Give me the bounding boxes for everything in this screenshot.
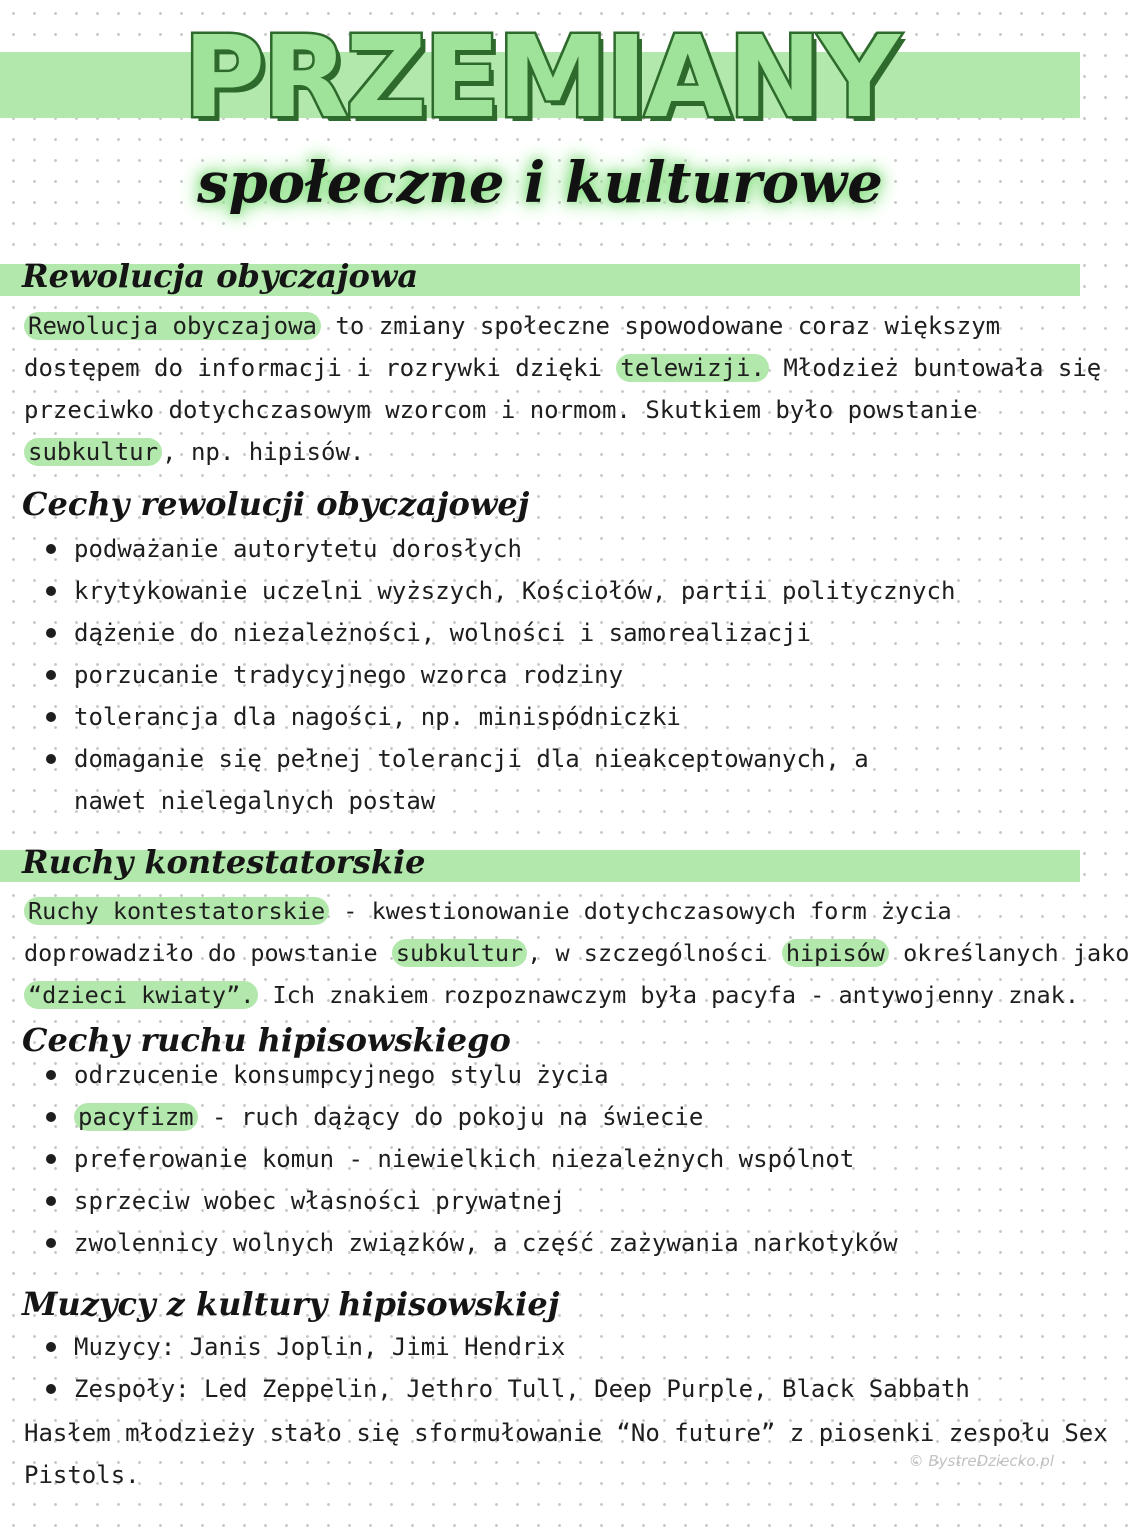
list-item: dążenie do niezależności, wolności i samorealizacji [40,612,1060,654]
watermark: © BystreDziecko.pl [908,1452,1054,1470]
highlight: subkultur [24,438,162,466]
list-item: Zespoły: Led Zeppelin, Jethro Tull, Deep Purple, Black Sabbath [40,1368,1060,1410]
list-item: Muzycy: Janis Joplin, Jimi Hendrix [40,1326,1060,1368]
section-2-paragraph: Ruchy kontestatorskie - kwestionowanie dotychczasowych form życia doprowadziło do powstanie subkultur , w szczególności hipisów określanych jako “dzieci kwiaty”. Ich znakiem rozpoznawczym była pacyfa - antywojenny znak. [24,897,1129,1009]
list-item: tolerancja dla nagości, np. minispódniczki [40,696,1060,738]
closing-paragraph: Hasłem młodzieży stało się sformułowanie “No future” z piosenki zespołu Sex Pistols. [24,1419,1108,1489]
highlight: subkultur [392,939,527,967]
page-subtitle: społeczne i kulturowe [197,150,883,216]
list-item: podważanie autorytetu dorosłych [40,528,1060,570]
section-3-heading: Muzycy z kultury hipisowskiej [22,1285,560,1323]
list-item: pacyfizm - ruch dążący do pokoju na świecie [40,1096,1060,1138]
section-1-paragraph: Rewolucja obyczajowa to zmiany społeczne spowodowane coraz większym dostępem do informacji i rozrywki dzięki telewizji. Młodzież buntowała się przeciwko dotychczasowym wzorcom i normom. Skutkiem było powstanie subkultur , np. hipisów. [24,312,1102,466]
highlight: pacyfizm [74,1103,198,1131]
page-title: PRZEMIANY [183,13,897,143]
section-2-list [40,1054,1060,1264]
section-heading-2: Ruchy kontestatorskie [22,843,426,881]
highlight: telewizji. [616,354,769,382]
list-item: domaganie się pełnej tolerancji dla nieakceptowanych, a nawet nielegalnych postaw [40,738,914,822]
highlight: Ruchy kontestatorskie [24,897,329,925]
section-2-subheading: Cechy ruchu hipisowskiego [22,1021,511,1059]
section-3-list [40,1326,1060,1410]
list-item: zwolennicy wolnych związków, a część zażywania narkotyków [40,1222,1060,1264]
list-item: odrzucenie konsumpcyjnego stylu życia [40,1054,1060,1096]
section-1-list [40,528,1060,822]
section-heading-1: Rewolucja obyczajowa [22,257,419,295]
highlight: “dzieci kwiaty”. [24,981,258,1009]
highlight: hipisów [782,939,889,967]
highlight: Rewolucja obyczajowa [24,312,321,340]
list-item: sprzeciw wobec własności prywatnej [40,1180,1060,1222]
list-item: krytykowanie uczelni wyższych, Kościołów, partii politycznych [40,570,1060,612]
list-item: preferowanie komun - niewielkich niezależnych wspólnot [40,1138,1060,1180]
list-item: porzucanie tradycyjnego wzorca rodziny [40,654,1060,696]
section-1-subheading: Cechy rewolucji obyczajowej [22,485,530,523]
